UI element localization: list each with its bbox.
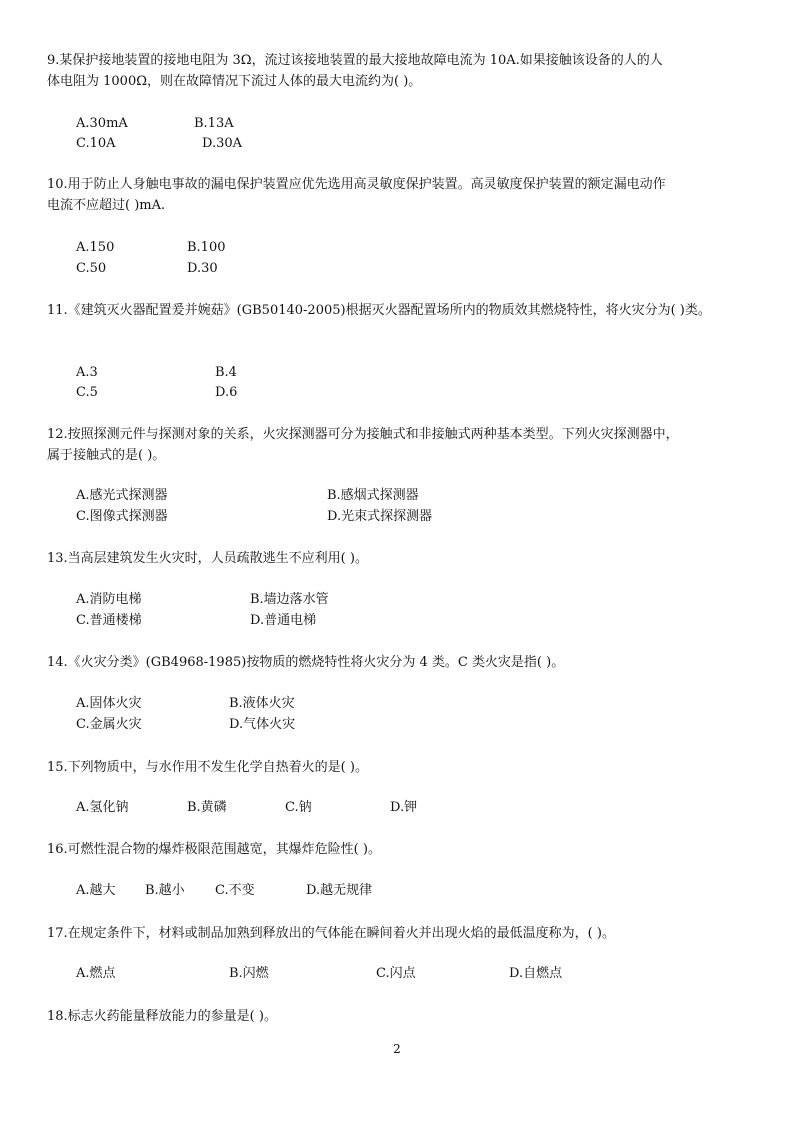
option-c: C.10A [76, 136, 116, 151]
option-d: D.气体火灾 [229, 717, 296, 732]
question-13 [47, 548, 757, 569]
option-a: A.越大 [76, 883, 116, 898]
question-18 [47, 1006, 757, 1027]
page-number: 2 [393, 1042, 401, 1056]
option-b: B.黄磷 [187, 800, 227, 815]
question-text-line: 体电阻为 1000Ω，则在故障情况下流过人体的最大电流约为( )。 [47, 74, 422, 89]
option-d: D.自燃点 [509, 966, 563, 981]
option-b: B.感烟式探测器 [327, 488, 419, 503]
question-10 [47, 174, 757, 216]
question-16 [47, 839, 757, 860]
question-text-line: 14.《火灾分类》(GB4968-1985)按物质的燃烧特性将火灾分为 4 类。C 类火灾是指( )。 [47, 655, 565, 670]
option-b: B.墙边落水管 [250, 592, 329, 607]
question-text-line: 电流不应超过( )mA. [47, 198, 166, 213]
option-c: C.金属火灾 [76, 717, 142, 732]
option-c: C.普通楼梯 [76, 613, 142, 628]
option-a: A.氢化钠 [76, 800, 129, 815]
question-text-line: 18.标志火药能量释放能力的参量是( )。 [47, 1009, 277, 1024]
option-a: A.感光式探测器 [76, 488, 168, 503]
option-a: A.固体火灾 [76, 696, 142, 711]
option-b: B.4 [215, 365, 237, 380]
option-b: B.闪燃 [229, 966, 269, 981]
option-b: B.13A [194, 116, 234, 131]
option-a: A.燃点 [76, 966, 116, 981]
question-text-line: 15.下列物质中，与水作用不发生化学自热着火的是( )。 [47, 760, 368, 775]
option-c: C.钠 [285, 800, 312, 815]
question-text-line: 12.按照探测元件与探测对象的关系，火灾探测器可分为接触式和非接触式两种基本类型。下列火灾探测器中， [47, 427, 679, 442]
question-12 [47, 424, 757, 466]
option-b: B.越小 [145, 883, 185, 898]
option-d: D.6 [215, 385, 238, 400]
option-b: B.100 [187, 240, 226, 255]
option-b: B.液体火灾 [229, 696, 295, 711]
question-text-line: 10.用于防止人身触电事故的漏电保护装置应优先选用高灵敏度保护装置。高灵敏度保护装置的额定漏电动作 [47, 177, 666, 192]
option-d: D.普通电梯 [250, 613, 317, 628]
question-text-line: 属于接触式的是( )。 [47, 448, 166, 463]
question-text-line: 13.当高层建筑发生火灾时，人员疏散逃生不应利用( )。 [47, 551, 368, 566]
option-d: D.30A [202, 136, 243, 151]
question-14 [47, 652, 757, 673]
option-a: A.30mA [76, 116, 128, 131]
question-15 [47, 757, 757, 778]
option-d: D.越无规律 [306, 883, 373, 898]
question-text-line: 16.可燃性混合物的爆炸极限范围越宽，其爆炸危险性( )。 [47, 842, 381, 857]
option-c: C.闪点 [376, 966, 416, 981]
question-text-line: 9.某保护接地装置的接地电阻为 3Ω，流过该接地装置的最大接地故障电流为 10A.如果接触该设备的人的人 [47, 53, 663, 68]
option-a: A.3 [76, 365, 98, 380]
option-c: C.不变 [215, 883, 255, 898]
option-c: C.50 [76, 261, 107, 276]
option-d: D.30 [187, 261, 218, 276]
option-d: D.光束式探探测器 [327, 509, 433, 524]
question-17 [47, 923, 757, 944]
option-d: D.钾 [390, 800, 418, 815]
question-text-line: 17.在规定条件下，材料或制品加熟到释放出的气体能在瞬间着火并出现火焰的最低温度称为，( )。 [47, 926, 615, 941]
option-a: A.150 [76, 240, 115, 255]
question-11 [47, 300, 757, 321]
option-a: A.消防电梯 [76, 592, 142, 607]
option-c: C.图像式探测器 [76, 509, 168, 524]
question-text-line: 11.《建筑灭火器配置爰并婉菇》(GB50140-2005)根据灭火器配置场所内的物质效其燃烧特性，将火灾分为( )类。 [47, 303, 711, 318]
option-c: C.5 [76, 385, 98, 400]
question-9 [47, 50, 757, 92]
